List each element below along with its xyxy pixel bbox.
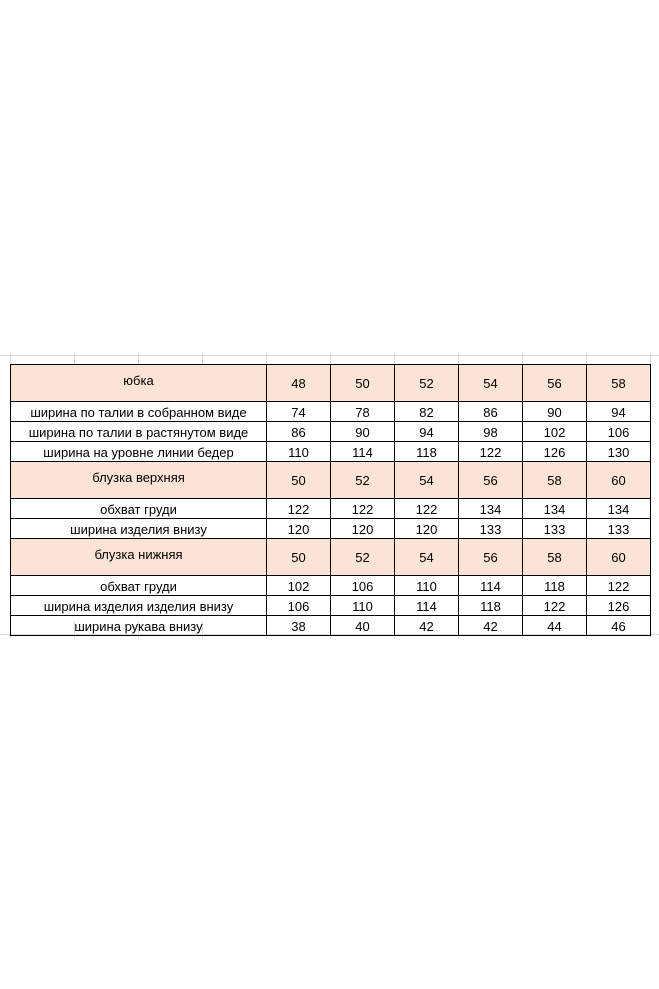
value-cell: 118 bbox=[523, 576, 587, 596]
row-label: обхват груди bbox=[11, 576, 267, 596]
size-cell: 56 bbox=[459, 539, 523, 576]
size-cell: 54 bbox=[395, 462, 459, 499]
value-cell: 134 bbox=[587, 499, 651, 519]
size-cell: 52 bbox=[331, 462, 395, 499]
value-cell: 122 bbox=[459, 442, 523, 462]
value-cell: 126 bbox=[523, 442, 587, 462]
size-cell: 48 bbox=[267, 365, 331, 402]
row-label: ширина на уровне линии бедер bbox=[11, 442, 267, 462]
section-title: юбка bbox=[11, 365, 267, 402]
value-cell: 38 bbox=[267, 616, 331, 636]
value-cell: 114 bbox=[331, 442, 395, 462]
value-cell: 90 bbox=[331, 422, 395, 442]
value-cell: 110 bbox=[395, 576, 459, 596]
table-row bbox=[11, 442, 651, 462]
value-cell: 130 bbox=[587, 442, 651, 462]
value-cell: 133 bbox=[587, 519, 651, 539]
value-cell: 134 bbox=[523, 499, 587, 519]
size-cell: 60 bbox=[587, 539, 651, 576]
value-cell: 86 bbox=[267, 422, 331, 442]
size-cell: 58 bbox=[587, 365, 651, 402]
value-cell: 102 bbox=[267, 576, 331, 596]
value-cell: 122 bbox=[587, 576, 651, 596]
value-cell: 78 bbox=[331, 402, 395, 422]
size-cell: 56 bbox=[523, 365, 587, 402]
table-row bbox=[11, 402, 651, 422]
row-label: ширина изделия изделия внизу bbox=[11, 596, 267, 616]
value-cell: 46 bbox=[587, 616, 651, 636]
value-cell: 42 bbox=[395, 616, 459, 636]
section-header-skirt bbox=[11, 365, 651, 402]
value-cell: 102 bbox=[523, 422, 587, 442]
section-title: блузка верхняя bbox=[11, 462, 267, 499]
value-cell: 120 bbox=[331, 519, 395, 539]
table-row bbox=[11, 519, 651, 539]
value-cell: 122 bbox=[331, 499, 395, 519]
row-label: ширина по талии в собранном виде bbox=[11, 402, 267, 422]
table-row bbox=[11, 596, 651, 616]
value-cell: 122 bbox=[395, 499, 459, 519]
value-cell: 106 bbox=[267, 596, 331, 616]
section-header-top-blouse bbox=[11, 462, 651, 499]
value-cell: 110 bbox=[331, 596, 395, 616]
value-cell: 114 bbox=[395, 596, 459, 616]
value-cell: 118 bbox=[395, 442, 459, 462]
size-cell: 54 bbox=[459, 365, 523, 402]
value-cell: 94 bbox=[395, 422, 459, 442]
size-cell: 50 bbox=[267, 539, 331, 576]
value-cell: 40 bbox=[331, 616, 395, 636]
row-label: обхват груди bbox=[11, 499, 267, 519]
size-cell: 50 bbox=[267, 462, 331, 499]
row-label: ширина рукава внизу bbox=[11, 616, 267, 636]
size-cell: 58 bbox=[523, 462, 587, 499]
section-header-bottom-blouse bbox=[11, 539, 651, 576]
size-chart-table bbox=[10, 364, 651, 636]
value-cell: 122 bbox=[523, 596, 587, 616]
value-cell: 122 bbox=[267, 499, 331, 519]
value-cell: 86 bbox=[459, 402, 523, 422]
value-cell: 118 bbox=[459, 596, 523, 616]
table-row bbox=[11, 499, 651, 519]
value-cell: 90 bbox=[523, 402, 587, 422]
value-cell: 134 bbox=[459, 499, 523, 519]
size-cell: 54 bbox=[395, 539, 459, 576]
row-label: ширина изделия внизу bbox=[11, 519, 267, 539]
row-label: ширина по талии в растянутом виде bbox=[11, 422, 267, 442]
value-cell: 110 bbox=[267, 442, 331, 462]
value-cell: 74 bbox=[267, 402, 331, 422]
value-cell: 44 bbox=[523, 616, 587, 636]
value-cell: 42 bbox=[459, 616, 523, 636]
value-cell: 120 bbox=[395, 519, 459, 539]
size-cell: 52 bbox=[395, 365, 459, 402]
value-cell: 82 bbox=[395, 402, 459, 422]
value-cell: 98 bbox=[459, 422, 523, 442]
value-cell: 133 bbox=[523, 519, 587, 539]
size-cell: 60 bbox=[587, 462, 651, 499]
value-cell: 106 bbox=[587, 422, 651, 442]
value-cell: 126 bbox=[587, 596, 651, 616]
value-cell: 94 bbox=[587, 402, 651, 422]
section-title: блузка нижняя bbox=[11, 539, 267, 576]
value-cell: 133 bbox=[459, 519, 523, 539]
table-row bbox=[11, 576, 651, 596]
table-row bbox=[11, 616, 651, 636]
size-cell: 56 bbox=[459, 462, 523, 499]
size-cell: 50 bbox=[331, 365, 395, 402]
size-cell: 58 bbox=[523, 539, 587, 576]
value-cell: 114 bbox=[459, 576, 523, 596]
table-row bbox=[11, 422, 651, 442]
size-cell: 52 bbox=[331, 539, 395, 576]
value-cell: 120 bbox=[267, 519, 331, 539]
value-cell: 106 bbox=[331, 576, 395, 596]
